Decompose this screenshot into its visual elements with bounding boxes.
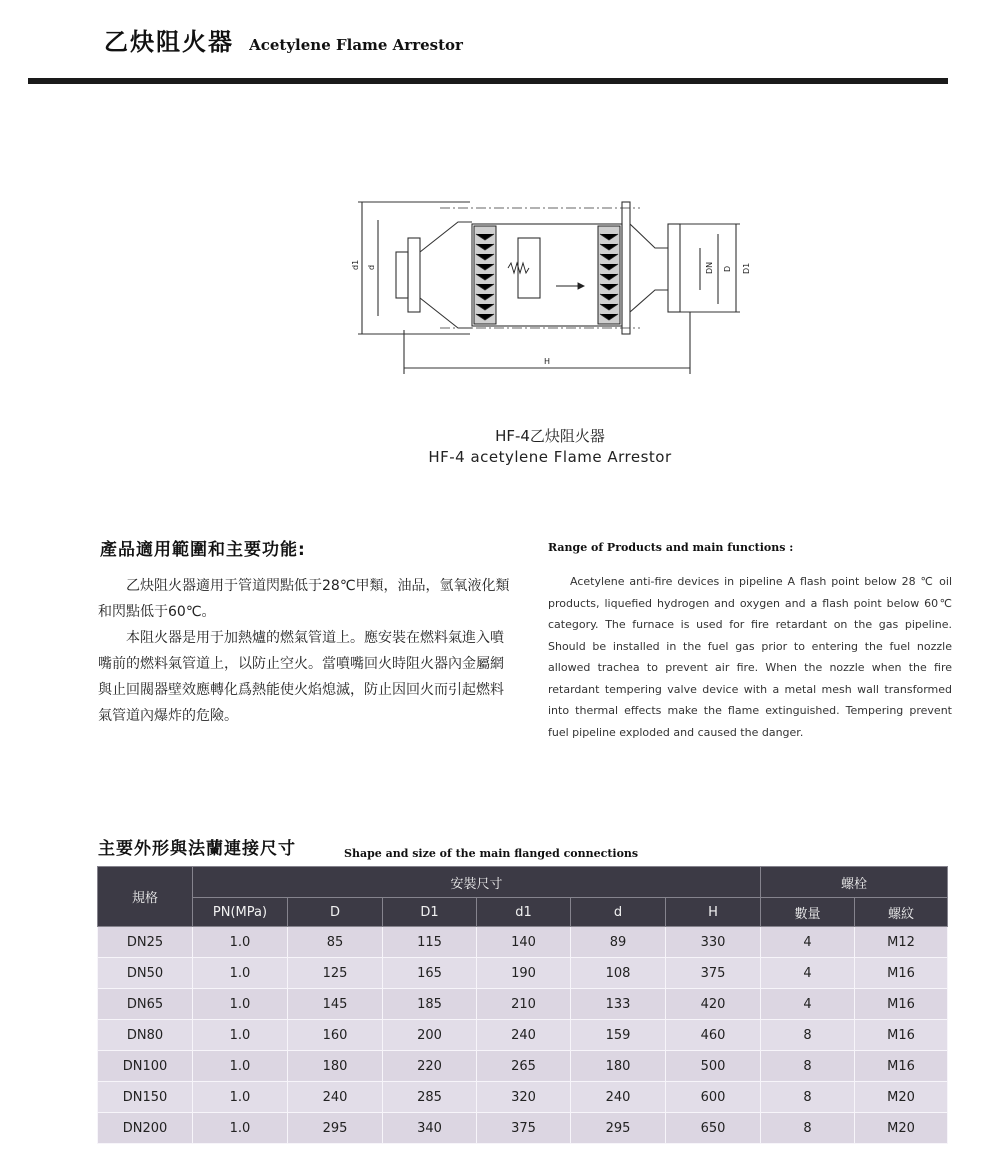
table-cell: 1.0: [193, 989, 288, 1020]
table-cell: M16: [855, 1020, 948, 1051]
column-header: 螺紋: [855, 898, 948, 927]
table-cell: 8: [761, 1051, 855, 1082]
table-cell: DN80: [98, 1020, 193, 1051]
description-en: Acetylene anti-fire devices in pipeline A flash point below 28 ℃ oil products, liquefied hydrogen and oxygen and a flash point below 60℃ category. The furnace is used for fire retardant on the gas pipeline. Should be installed in the fuel gas prior to entering the fuel nozzle allowed trachea to prevent air fire. When the nozzle when the fire retardant tempering valve device with a metal mesh wall transformed into thermal effects make the flame extinguished. Tempering prevent fuel pipeline exploded and caused the danger.: [548, 575, 952, 739]
table-cell: DN150: [98, 1082, 193, 1113]
table-cell: M16: [855, 958, 948, 989]
table-row: [98, 989, 948, 1020]
left-flange: [408, 238, 420, 312]
table-row: [98, 1051, 948, 1082]
header-rule: [28, 78, 948, 84]
column-header: D1: [383, 898, 477, 927]
header-spec: 規格: [98, 867, 193, 927]
table-cell: 1.0: [193, 1051, 288, 1082]
figure-caption: [380, 425, 720, 466]
table-cell: 460: [666, 1020, 761, 1051]
table-cell: 160: [288, 1020, 383, 1051]
table-heading-cn: 主要外形與法蘭連接尺寸: [98, 839, 296, 859]
table-cell: 1.0: [193, 1113, 288, 1144]
table-cell: 600: [666, 1082, 761, 1113]
table-cell: 4: [761, 989, 855, 1020]
table-cell: 340: [383, 1113, 477, 1144]
table-cell: 240: [477, 1020, 571, 1051]
table-cell: 8: [761, 1082, 855, 1113]
description-cn-para1: 乙炔阻火器適用于管道閃點低于28℃甲類，油品，氫氧液化類和閃點低于60℃。: [98, 578, 510, 620]
right-flange: [622, 202, 630, 334]
left-inlet-neck: [396, 252, 408, 298]
table-cell: 420: [666, 989, 761, 1020]
table-cell: 85: [288, 927, 383, 958]
table-cell: 1.0: [193, 958, 288, 989]
label-D1: D1: [742, 262, 751, 274]
table-cell: DN65: [98, 989, 193, 1020]
table-cell: M16: [855, 989, 948, 1020]
table-cell: 220: [383, 1051, 477, 1082]
header-bolt: 螺栓: [761, 867, 948, 898]
table-cell: 210: [477, 989, 571, 1020]
column-header: H: [666, 898, 761, 927]
table-cell: 650: [666, 1113, 761, 1144]
table-cell: M20: [855, 1113, 948, 1144]
header-title-en: Acetylene Flame Arrestor: [249, 36, 463, 54]
spec-table: [97, 866, 948, 1144]
table-cell: 500: [666, 1051, 761, 1082]
table-cell: DN25: [98, 927, 193, 958]
table-cell: DN100: [98, 1051, 193, 1082]
caption-en: HF-4 acetylene Flame Arrestor: [428, 448, 672, 466]
table-cell: 180: [288, 1051, 383, 1082]
table-cell: 8: [761, 1113, 855, 1144]
label-d1: d1: [351, 259, 360, 270]
table-cell: 330: [666, 927, 761, 958]
table-cell: 1.0: [193, 1020, 288, 1051]
description-cn: [98, 573, 516, 729]
table-cell: 295: [571, 1113, 666, 1144]
description-cn-para2: 本阻火器是用于加熱爐的燃氣管道上。應安裝在燃料氣進入噴嘴前的燃料氣管道上，以防止空火。當噴嘴回火時阻火器內金屬網與止回閥器壁效應轉化爲熱能使火焰熄滅，防止因回火而引起燃料氣管道內爆炸的危險。: [98, 630, 504, 724]
table-cell: 108: [571, 958, 666, 989]
column-header: d1: [477, 898, 571, 927]
table-cell: 89: [571, 927, 666, 958]
column-header: d: [571, 898, 666, 927]
header-title-cn: 乙炔阻火器: [104, 28, 234, 56]
table-cell: 4: [761, 958, 855, 989]
table-cell: 200: [383, 1020, 477, 1051]
table-cell: 240: [288, 1082, 383, 1113]
page-header: [104, 22, 463, 57]
table-row: [98, 1020, 948, 1051]
column-header: 數量: [761, 898, 855, 927]
table-cell: M16: [855, 1051, 948, 1082]
arrestor-drawing: [340, 190, 760, 390]
label-d: d: [367, 264, 376, 270]
header-install-dimensions: 安裝尺寸: [193, 867, 761, 898]
right-outlet-flange: [668, 224, 680, 312]
table-cell: M12: [855, 927, 948, 958]
table-cell: DN200: [98, 1113, 193, 1144]
table-heading-en: Shape and size of the main flanged connections: [344, 847, 639, 860]
column-header: PN(MPa): [193, 898, 288, 927]
table-row: [98, 927, 948, 958]
table-cell: 165: [383, 958, 477, 989]
section-heading-cn: 產品適用範圍和主要功能:: [100, 540, 306, 560]
table-cell: 1.0: [193, 927, 288, 958]
table-cell: 8: [761, 1020, 855, 1051]
table-cell: 140: [477, 927, 571, 958]
table-cell: 185: [383, 989, 477, 1020]
table-cell: 133: [571, 989, 666, 1020]
table-cell: DN50: [98, 958, 193, 989]
table-cell: 125: [288, 958, 383, 989]
table-cell: 4: [761, 927, 855, 958]
table-row: [98, 958, 948, 989]
table-cell: 159: [571, 1020, 666, 1051]
table-cell: 240: [571, 1082, 666, 1113]
column-header: D: [288, 898, 383, 927]
table-cell: M20: [855, 1082, 948, 1113]
label-H: H: [544, 357, 551, 366]
table-cell: 145: [288, 989, 383, 1020]
label-D: D: [723, 265, 732, 272]
table-cell: 320: [477, 1082, 571, 1113]
table-cell: 1.0: [193, 1082, 288, 1113]
caption-cn: HF-4乙炔阻火器: [495, 427, 605, 445]
table-cell: 180: [571, 1051, 666, 1082]
table-cell: 285: [383, 1082, 477, 1113]
table-cell: 375: [477, 1113, 571, 1144]
table-row: [98, 1113, 948, 1144]
section-heading-en: Range of Products and main functions :: [548, 541, 794, 554]
label-dn: DN: [705, 261, 714, 274]
table-cell: 265: [477, 1051, 571, 1082]
table-cell: 295: [288, 1113, 383, 1144]
table-row: [98, 1082, 948, 1113]
table-cell: 375: [666, 958, 761, 989]
table-cell: 190: [477, 958, 571, 989]
table-cell: 115: [383, 927, 477, 958]
